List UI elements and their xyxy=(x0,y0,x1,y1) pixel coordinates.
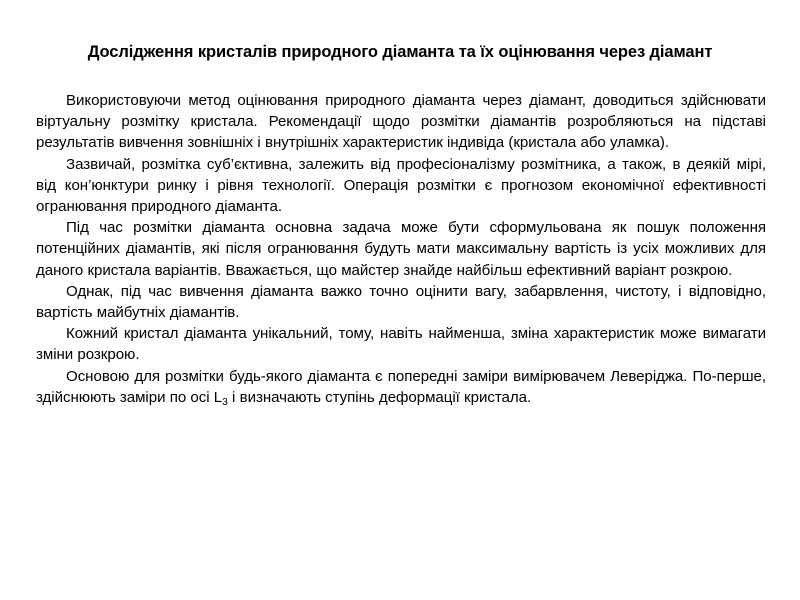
body-paragraph-4: Однак, під час вивчення діаманта важко точно оцінити вагу, забарвлення, чистоту, і відповідно, вартість майбутніх діамантів. xyxy=(36,282,766,322)
paragraph-6-text-after-subscript: і визначають ступінь деформації кристала. xyxy=(227,388,532,406)
body-paragraph-6 xyxy=(36,366,766,408)
axis-subscript-3: 3 xyxy=(222,396,228,408)
body-paragraph-3: Під час розмітки діаманта основна задача може бути сформульована як пошук положення потенційних діамантів, які після огранювання будуть мати максимальну вартість із усіх можливих для даного кристала варіантів. Вважається, що майстер знайде найбільш ефективний варіант розкрою. xyxy=(36,219,766,279)
body-paragraph-1: Використовуючи метод оцінювання природного діаманта через діамант, доводиться здійснювати віртуальну розмітку кристала. Рекомендації щодо розмітки діамантів розробляються на підставі результатів вивчення зовнішніх і внутрішніх характеристик індивіда (кристала або уламка). xyxy=(36,92,766,152)
slide-title: Дослідження кристалів природного діаманта та їх оцінювання через діамант xyxy=(87,43,713,62)
body-paragraph-5: Кожний кристал діаманта унікальний, тому, навіть найменша, зміна характеристик може вимагати зміни розкрою. xyxy=(36,325,766,364)
body-paragraph-2: Зазвичай, розмітка суб’єктивна, залежить від професіоналізму розмітника, а також, в деякій мірі, від кон’юнктури ринку і рівня технології. Операція розмітки є прогнозом економічної ефективності огранювання природного діаманта. xyxy=(36,155,766,216)
slide-body xyxy=(36,90,766,408)
paragraph-6-text-before-subscript: Основою для розмітки будь-якого діаманта є попередні заміри вимірювачем Леверіджа. По-перше, здійснюють заміри по осі L xyxy=(36,367,766,406)
